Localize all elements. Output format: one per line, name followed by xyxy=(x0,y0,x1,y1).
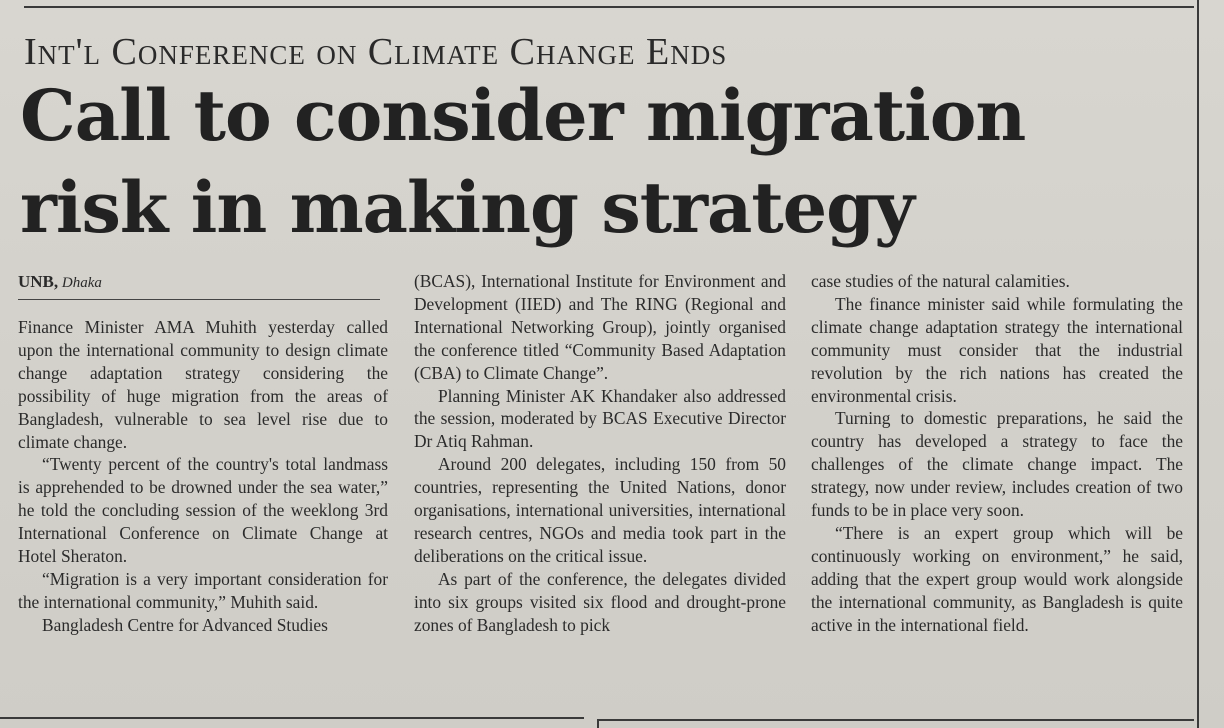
article-column-3 xyxy=(811,270,1183,637)
main-headline: Call to consider migration risk in making strategy xyxy=(20,74,1026,249)
bottom-rule-divider xyxy=(597,719,599,728)
kicker-headline: Int'l Conference on Climate Change Ends xyxy=(24,31,728,73)
paragraph: “Twenty percent of the country's total landmass is apprehended to be drowned under the sea water,” he told the concluding session of the weeklong 3rd International Conference on Climate Change at Hotel Sheraton. xyxy=(18,454,388,567)
paragraph: Bangladesh Centre for Advanced Studies xyxy=(42,614,328,635)
paragraph: The finance minister said while formulating the climate change adaptation strategy the international community must consider that the industrial revolution by the rich nations has created the environmental crisis. xyxy=(811,293,1183,406)
paragraph: Finance Minister AMA Muhith yesterday called upon the international community to design climate change adaptation strategy considering the possibility of huge migration from the areas of Bangladesh, vulnerable to sea level rise due to climate change. xyxy=(18,317,388,452)
paragraph: “Migration is a very important consideration for the international community,” Muhith said. xyxy=(18,568,388,612)
article-column-2 xyxy=(414,270,786,637)
right-column-rule xyxy=(1197,0,1199,728)
paragraph: As part of the conference, the delegates divided into six groups visited six flood and drought-prone zones of Bangladesh to pick xyxy=(414,568,786,635)
byline-location: Dhaka xyxy=(61,275,102,291)
paragraph: Around 200 delegates, including 150 from 50 countries, representing the United Nations, donor organisations, international universities, international research centres, NGOs and media took part in the deliberations on the critical issue. xyxy=(414,454,786,566)
paragraph: (BCAS), International Institute for Environment and Development (IIED) and The RING (Regional and International Networking Group), jointly organised the conference titled “Community Based Adaptation (CBA) to Climate Change”. xyxy=(414,271,786,383)
byline-rule xyxy=(18,299,380,300)
article-column-1 xyxy=(18,316,388,637)
top-rule xyxy=(24,6,1194,8)
paragraph: “There is an expert group which will be continuously working on environment,” he said, adding that the expert group would work alongside the international community, as Bangladesh is quite active in the international field. xyxy=(811,522,1183,635)
paragraph: Turning to domestic preparations, he said the country has developed a strategy to face the challenges of the climate change impact. The strategy, now under review, includes creation of two funds to be in place very soon. xyxy=(811,408,1183,521)
paragraph: case studies of the natural calamities. xyxy=(811,271,1070,291)
byline-agency: UNB, xyxy=(18,272,59,291)
paragraph: Planning Minister AK Khandaker also addressed the session, moderated by BCAS Executive Director Dr Atiq Rahman. xyxy=(414,385,786,452)
byline xyxy=(18,272,383,293)
bottom-rule-left xyxy=(0,717,584,719)
bottom-rule-right xyxy=(598,719,1194,721)
